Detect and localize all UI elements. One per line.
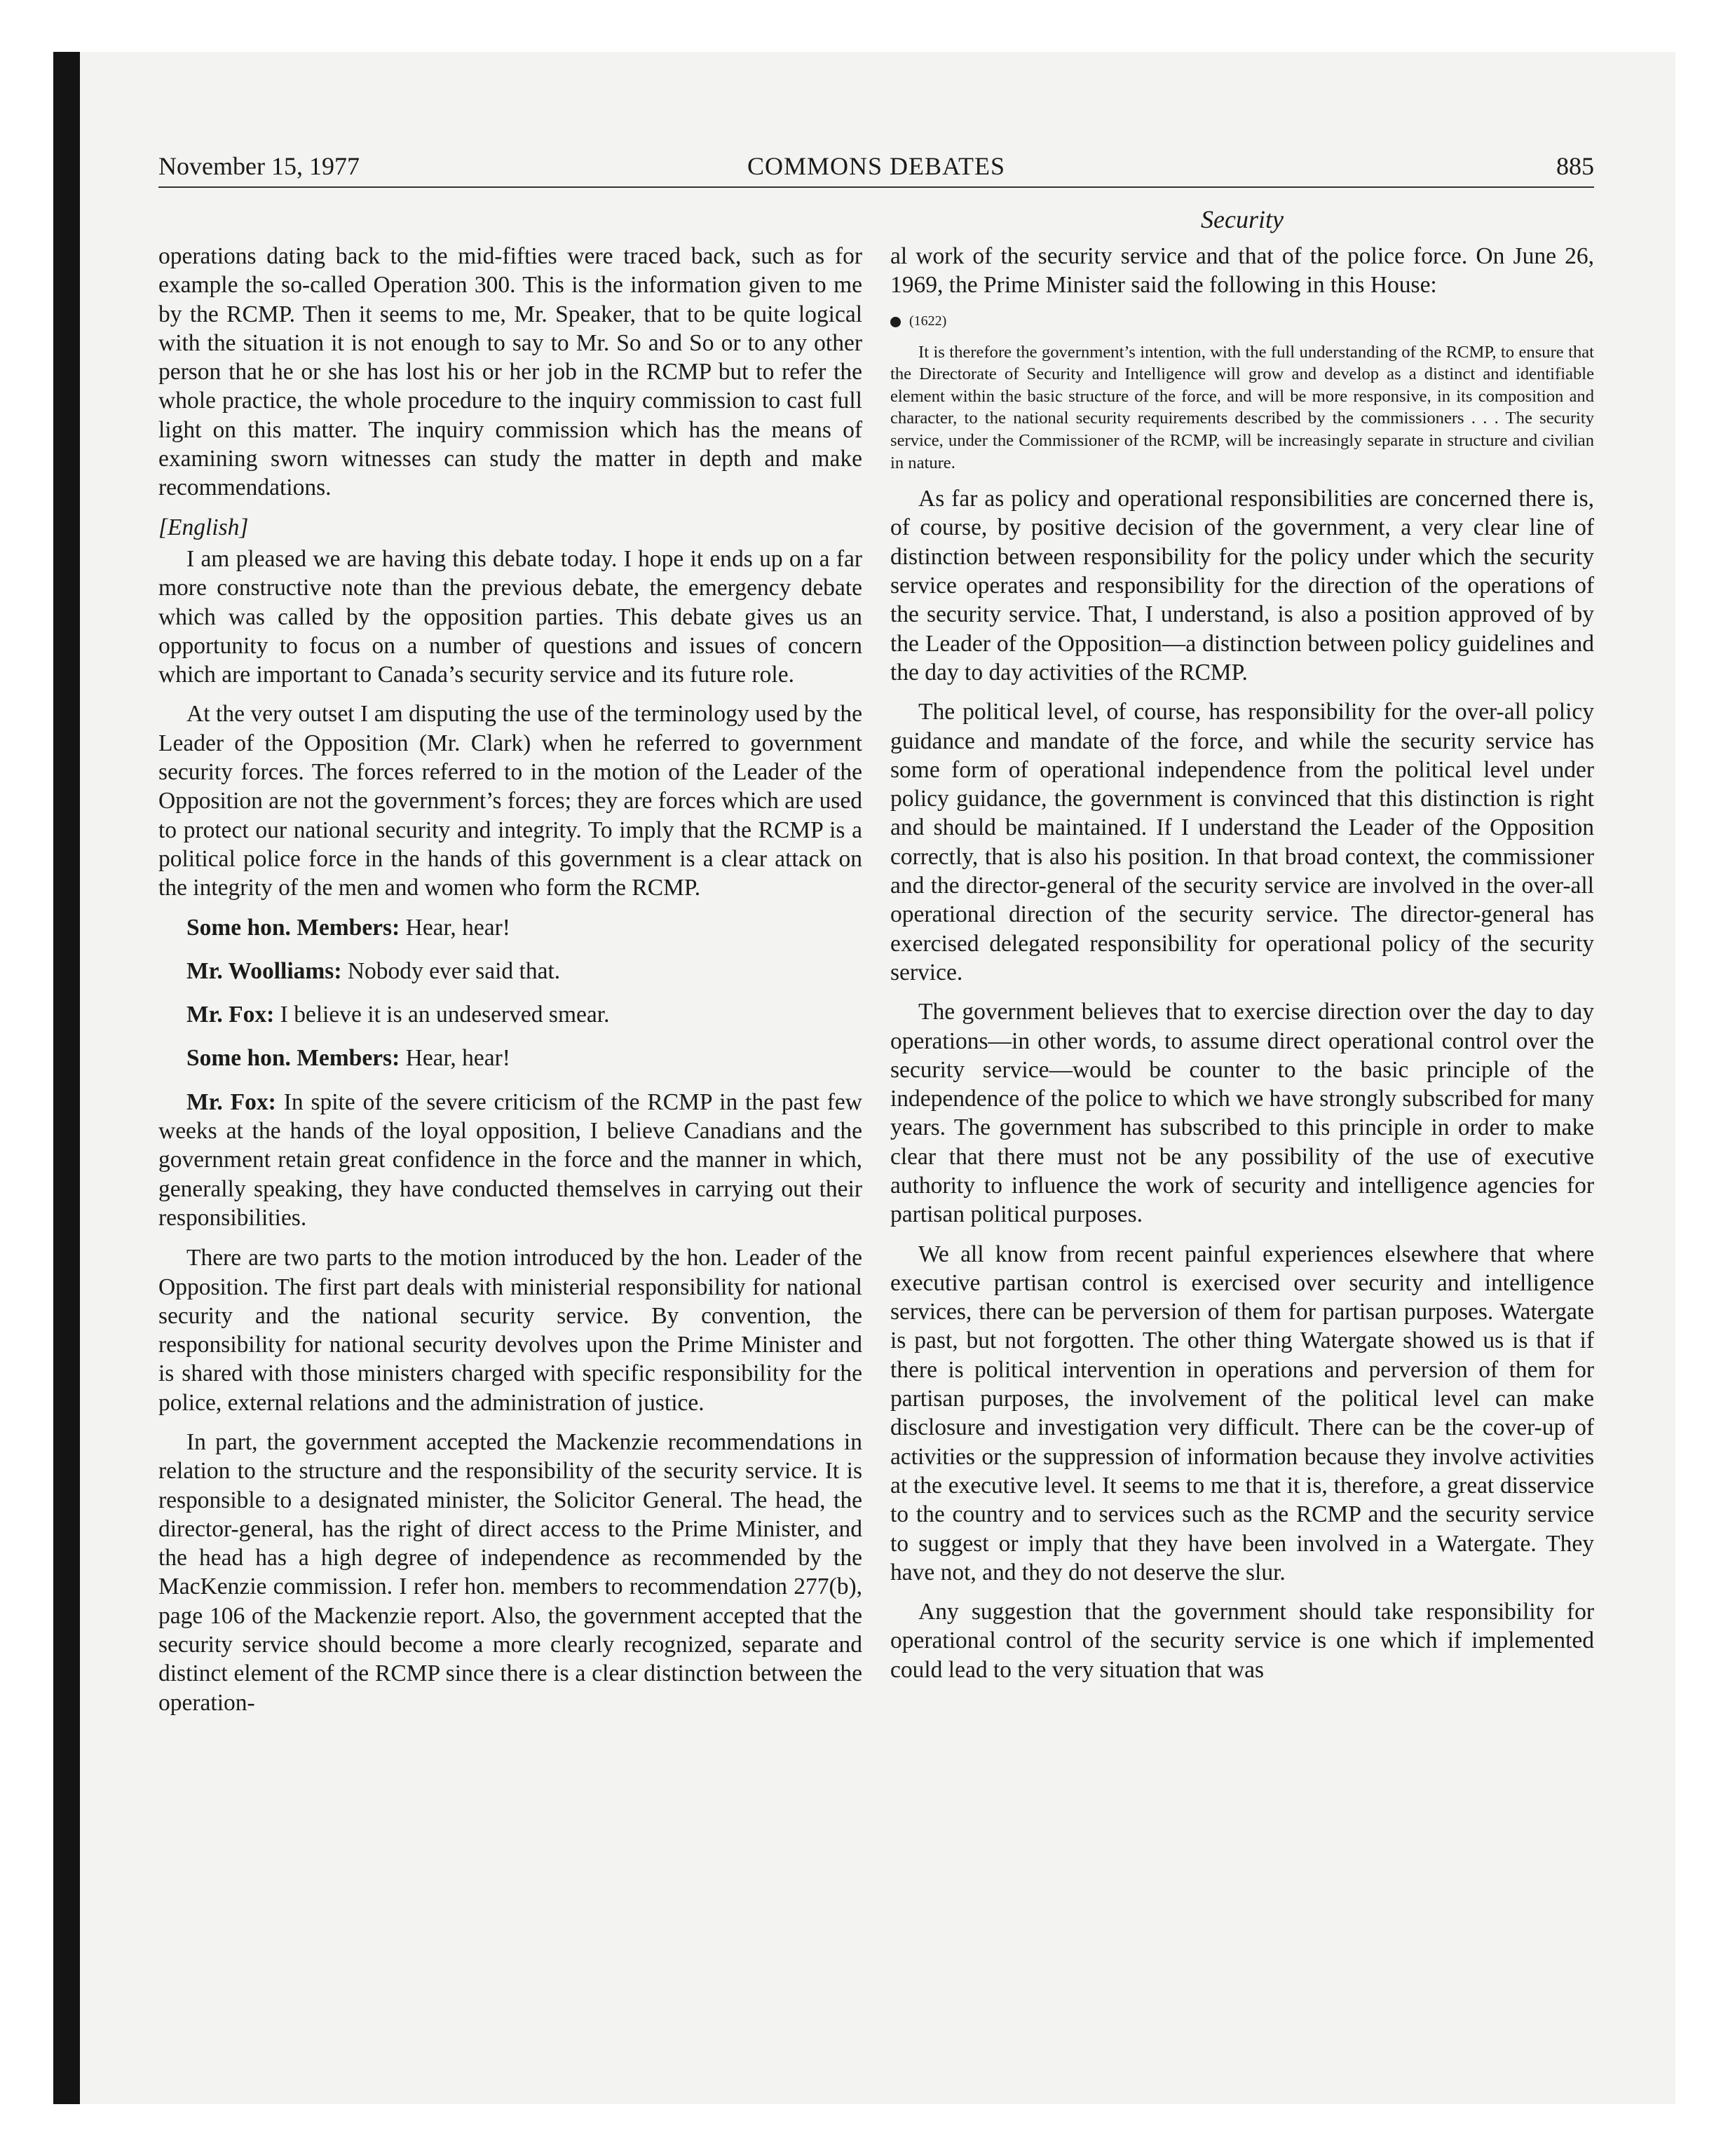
time-marker-text: (1622) xyxy=(909,313,947,329)
speaker-name: Some hon. Members: xyxy=(186,914,400,941)
paragraph: The political level, of course, has responsibility for the over-all policy guidance and mandate of the force, and while the security service has some form of operational independence from the political level under policy guidance, the government is convinced that this distinction is right and should be maintained. If I understand the Leader of the Opposition correctly, that is also his position. In that broad context, the commissioner and the director-general of the security service are involved in the over-all operational direction of the security service. The director-general has exercised delegated responsibility for operational policy of the security service. xyxy=(890,699,1594,985)
header-title: COMMONS DEBATES xyxy=(747,152,1006,180)
speech xyxy=(158,1044,862,1072)
paragraph: operations dating back to the mid-fifties were traced back, such as for example the so-called Operation 300. This is the information given to me by the RCMP. Then it seems to me, Mr. Speaker, that to be quite logical with the situation it is not enough to say to Mr. So and So or to any other person that he or she has lost his or her job in the RCMP but to refer the whole practice, the whole procedure to the inquiry commission to cast full light on this matter. The inquiry commission which has the means of examining sworn witnesses can study the matter in depth and make recommendations. xyxy=(158,243,862,501)
speech xyxy=(158,957,862,985)
speech-text: Nobody ever said that. xyxy=(347,957,561,984)
paragraph: We all know from recent painful experiences elsewhere that where executive partisan control is exercised over security and intelligence services, there can be perversion of them for partisan purposes. Watergate is past, but not forgotten. The other thing Watergate showed us is that if there is political intervention in operations and perversion of them for partisan purposes, the involvement of the political level can make disclosure and investigation very difficult. There can be the cover-up of activities or the suppression of information because they involve activities at the executive level. It seems to me that it is, therefore, a great disservice to the country and to services such as the RCMP and the security service to suggest or imply that they have been involved in a Watergate. They have not, and they do not deserve the slur. xyxy=(890,1241,1594,1585)
bullet-icon xyxy=(890,317,901,327)
paragraph: al work of the security service and that of the police force. On June 26, 1969, the Prime Minister said the following in this House: xyxy=(890,243,1594,299)
speech xyxy=(158,1000,862,1029)
header-date: November 15, 1977 xyxy=(158,152,360,180)
speaker-name: Mr. Woolliams: xyxy=(186,957,342,984)
paragraph: As far as policy and operational responsibilities are concerned there is, of course, by positive decision of the government, a very clear line of distinction between responsibility for the policy under which the security service operates and responsibility for the direction of the operations of the security service. That, I understand, is also a position approved of by the Leader of the Opposition—a distinction between policy guidelines and the day to day activities of the RCMP. xyxy=(890,486,1594,685)
paragraph: At the very outset I am disputing the use of the terminology used by the Leader of the Opposition (Mr. Clark) when he referred to government security forces. The forces referred to in the motion of the Leader of the Opposition are not the government’s forces; they are forces which are used to protect our national security and integrity. To imply that the RCMP is a political police force in the hands of this government is a clear attack on the integrity of the men and women who form the RCMP. xyxy=(158,701,862,901)
scan-border xyxy=(53,52,80,2104)
paragraph: There are two parts to the motion introduced by the hon. Leader of the Opposition. The first part deals with ministerial responsibility for national security and the national security service. By convention, the responsibility for national security devolves upon the Prime Minister and is shared with those ministers charged with specific responsibility for the police, external relations and the administration of justice. xyxy=(158,1245,862,1416)
left-column xyxy=(158,242,862,1728)
speech-text: In spite of the severe criticism of the RCMP in the past few weeks at the hands of the loyal opposition, I believe Canadians and the government retain great confidence in the force and the manner in which, generally speaking, they have conducted themselves in carrying out their responsibilities. xyxy=(158,1089,862,1231)
language-tag: [English] xyxy=(158,514,249,540)
speaker-name: Mr. Fox: xyxy=(186,1002,275,1028)
speaker-name: Mr. Fox: xyxy=(186,1089,276,1115)
page-header xyxy=(158,151,1594,188)
paragraph: I am pleased we are having this debate today. I hope it ends up on a far more constructive note than the previous debate, the emergency debate which was called by the opposition parties. This debate gives us an opportunity to focus on a number of questions and issues of concern which are important to Canada’s security service and its future role. xyxy=(158,545,862,688)
page-number: 885 xyxy=(1556,152,1594,180)
time-marker xyxy=(890,311,1594,332)
right-column xyxy=(890,242,1594,1695)
speech xyxy=(158,1088,862,1232)
speech-text: Hear, hear! xyxy=(405,1045,510,1072)
speech xyxy=(158,913,862,942)
paragraph: Any suggestion that the government should take responsibility for operational control of the security service is one which if implemented could lead to the very situation that was xyxy=(890,1599,1594,1683)
speech-text: I believe it is an undeserved smear. xyxy=(280,1002,610,1028)
speaker-name: Some hon. Members: xyxy=(186,1045,400,1072)
paragraph: In part, the government accepted the Mackenzie recommendations in relation to the structure and the responsibility of the security service. It is responsible to a designated minister, the Solicitor General. The head, the director-general, has the right of direct access to the Prime Minister, and the head has a high degree of independence as recommended by the MacKenzie commission. I refer hon. members to recommendation 277(b), page 106 of the Mackenzie report. Also, the government accepted that the security service should become a more clearly recognized, separate and distinct element of the RCMP since there is a clear distinction between the operation- xyxy=(158,1428,862,1716)
block-quote: It is therefore the government’s intention, with the full understanding of the RCMP, to ensure that the Directorate of Security and Intelligence will grow and develop as a distinct and identifiable element within the basic structure of the force, and will be more responsive, in its composition and character, to the national security requirements described by the commissioners . . . The security service, under the Commissioner of the RCMP, will be increasingly separate in structure and civilian in nature. xyxy=(890,342,1594,472)
subject-heading: Security xyxy=(1201,205,1284,233)
paragraph: The government believes that to exercise direction over the day to day operations—in other words, to assume direct operational control over the security service—would be counter to the basic principle of the independence of the police to which we have strongly subscribed for many years. The government has subscribed to this principle in order to make clear that there must not be any possibility of the use of executive authority to influence the work of security and intelligence agencies for partisan political purposes. xyxy=(890,999,1594,1228)
speech-text: Hear, hear! xyxy=(405,914,510,941)
